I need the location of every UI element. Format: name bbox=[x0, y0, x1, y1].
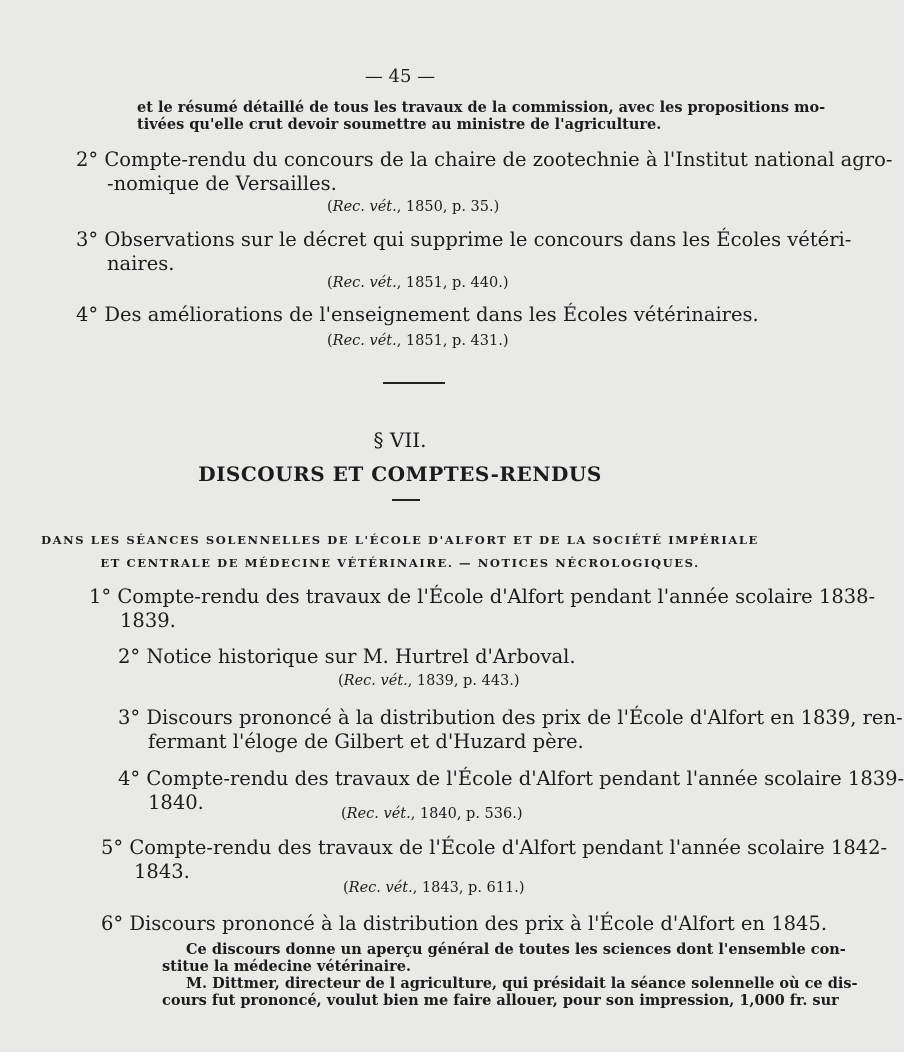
item-5-reference: (Rec. vét., 1843, p. 611.) bbox=[343, 880, 525, 896]
closing-line-3: M. Dittmer, directeur de l agriculture, qui présidait la séance solennelle où ce dis- bbox=[186, 975, 858, 992]
item-1-line-1: 1° Compte-rendu des travaux de l'École d'Alfort pendant l'année scolaire 1838- bbox=[89, 585, 876, 608]
entry-3-line-2: naires. bbox=[107, 252, 175, 275]
entry-4-reference: (Rec. vét., 1851, p. 431.) bbox=[327, 333, 509, 349]
closing-line-2: stitue la médecine vétérinaire. bbox=[162, 958, 411, 975]
intro-line-2: tivées qu'elle crut devoir soumettre au ministre de l'agriculture. bbox=[137, 116, 662, 133]
item-3-line-1: 3° Discours prononcé à la distribution des prix de l'École d'Alfort en 1839, ren- bbox=[118, 706, 903, 729]
item-1-line-2: 1839. bbox=[120, 609, 176, 632]
item-4-reference: (Rec. vét., 1840, p. 536.) bbox=[341, 806, 523, 822]
entry-3-line-1: 3° Observations sur le décret qui supprime le concours dans les Écoles vétéri- bbox=[76, 228, 852, 251]
separator-rule bbox=[383, 382, 445, 384]
item-2-line-1: 2° Notice historique sur M. Hurtrel d'Arboval. bbox=[118, 645, 576, 668]
item-3-line-2: fermant l'éloge de Gilbert et d'Huzard père. bbox=[148, 730, 584, 753]
item-6-line-1: 6° Discours prononcé à la distribution des prix à l'École d'Alfort en 1845. bbox=[101, 912, 828, 935]
title-rule bbox=[392, 499, 420, 501]
item-4-line-2: 1840. bbox=[148, 791, 204, 814]
entry-2-line-1: 2° Compte-rendu du concours de la chaire de zootechnie à l'Institut national agro- bbox=[76, 148, 893, 171]
entry-2-line-2: -nomique de Versailles. bbox=[107, 172, 337, 195]
item-2-reference: (Rec. vét., 1839, p. 443.) bbox=[338, 673, 520, 689]
item-5-line-1: 5° Compte-rendu des travaux de l'École d'Alfort pendant l'année scolaire 1842- bbox=[101, 836, 888, 859]
section-subtitle-line-1: DANS LES SÉANCES SOLENNELLES DE L'ÉCOLE D'ALFORT ET DE LA SOCIÉTÉ IMPÉRIALE bbox=[41, 533, 759, 547]
item-4-line-1: 4° Compte-rendu des travaux de l'École d'Alfort pendant l'année scolaire 1839- bbox=[118, 767, 904, 790]
section-title: DISCOURS ET COMPTES-RENDUS bbox=[198, 462, 602, 486]
section-subtitle-line-2: ET CENTRALE DE MÉDECINE VÉTÉRINAIRE. — NOTICES NÉCROLOGIQUES. bbox=[100, 556, 700, 570]
page-number: — 45 — bbox=[364, 66, 436, 87]
section-number: § VII. bbox=[373, 428, 427, 452]
intro-line-1: et le résumé détaillé de tous les travaux de la commission, avec les propositions mo- bbox=[137, 99, 826, 116]
entry-3-reference: (Rec. vét., 1851, p. 440.) bbox=[327, 275, 509, 291]
item-5-line-2: 1843. bbox=[134, 860, 190, 883]
entry-4-line-1: 4° Des améliorations de l'enseignement dans les Écoles vétérinaires. bbox=[76, 303, 759, 326]
entry-2-reference: (Rec. vét., 1850, p. 35.) bbox=[327, 199, 500, 215]
closing-line-4: cours fut prononcé, voulut bien me faire allouer, pour son impression, 1,000 fr. sur bbox=[162, 992, 839, 1009]
closing-line-1: Ce discours donne un aperçu général de toutes les sciences dont l'ensemble con- bbox=[186, 941, 846, 958]
